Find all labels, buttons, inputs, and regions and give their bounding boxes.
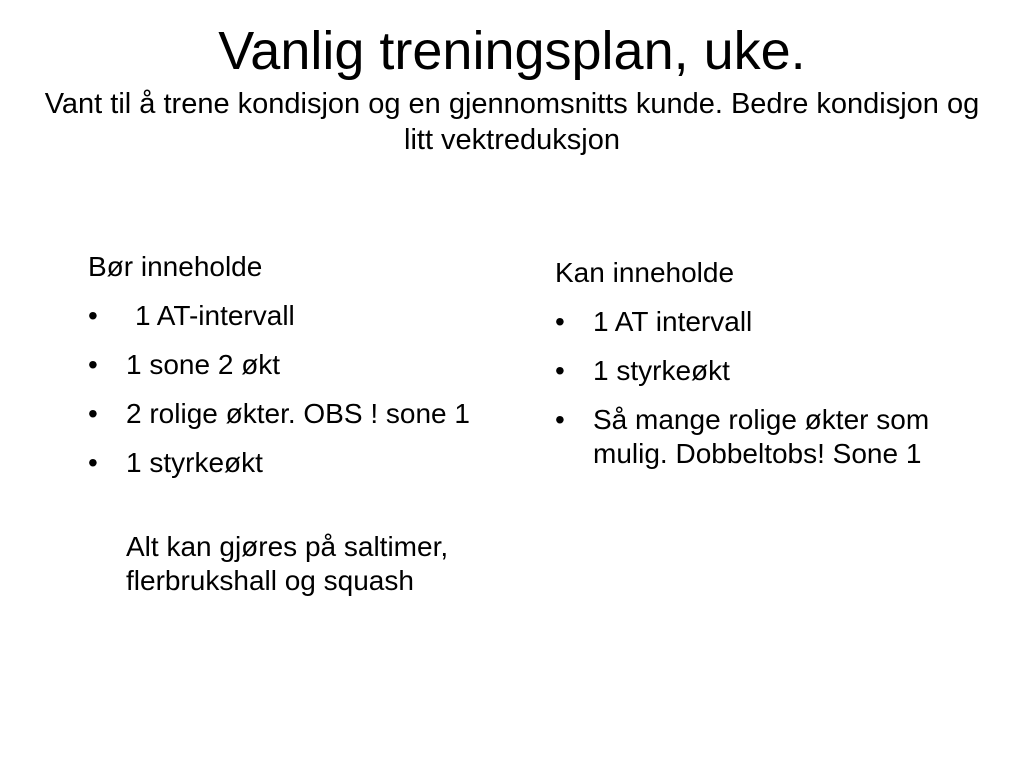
bullet-icon: •: [555, 355, 565, 386]
right-column-heading: Kan inneholde: [555, 257, 735, 288]
left-column: [88, 250, 488, 598]
list-item: [88, 299, 488, 333]
list-item: [88, 446, 488, 480]
list-item-text: 1 styrkeøkt: [126, 447, 263, 478]
bullet-icon: •: [555, 306, 565, 337]
list-item: [88, 397, 488, 431]
list-item: [555, 305, 975, 339]
list-item: [555, 354, 975, 388]
right-bullet-list: [555, 305, 975, 471]
bullet-icon: •: [555, 404, 565, 435]
list-item-text: 2 rolige økter. OBS ! sone 1: [126, 398, 470, 429]
left-bullet-list: [88, 299, 488, 480]
list-item: [88, 348, 488, 382]
right-column: [555, 256, 975, 486]
bullet-icon: •: [88, 447, 98, 478]
list-item-text: 1 styrkeøkt: [593, 355, 730, 386]
slide-title: Vanlig treningsplan, uke.: [218, 21, 806, 81]
left-column-note: Alt kan gjøres på saltimer, flerbrukshall og squash: [126, 531, 449, 596]
list-item-text: 1 sone 2 økt: [126, 349, 281, 380]
list-item-text: 1 AT-intervall: [135, 300, 295, 331]
slide-subtitle: Vant til å trene kondisjon og en gjennomsnitts kunde. Bedre kondisjon og litt vektreduksjon: [44, 88, 980, 156]
bullet-icon: •: [88, 398, 98, 429]
list-item-text: 1 AT intervall: [593, 306, 753, 337]
bullet-icon: •: [88, 349, 98, 380]
list-item-text: Så mange rolige økter som mulig. Dobbeltobs! Sone 1: [593, 404, 930, 469]
list-item: [555, 403, 975, 471]
left-column-heading: Bør inneholde: [88, 251, 263, 282]
bullet-icon: •: [88, 300, 98, 331]
title-block: [40, 20, 984, 158]
